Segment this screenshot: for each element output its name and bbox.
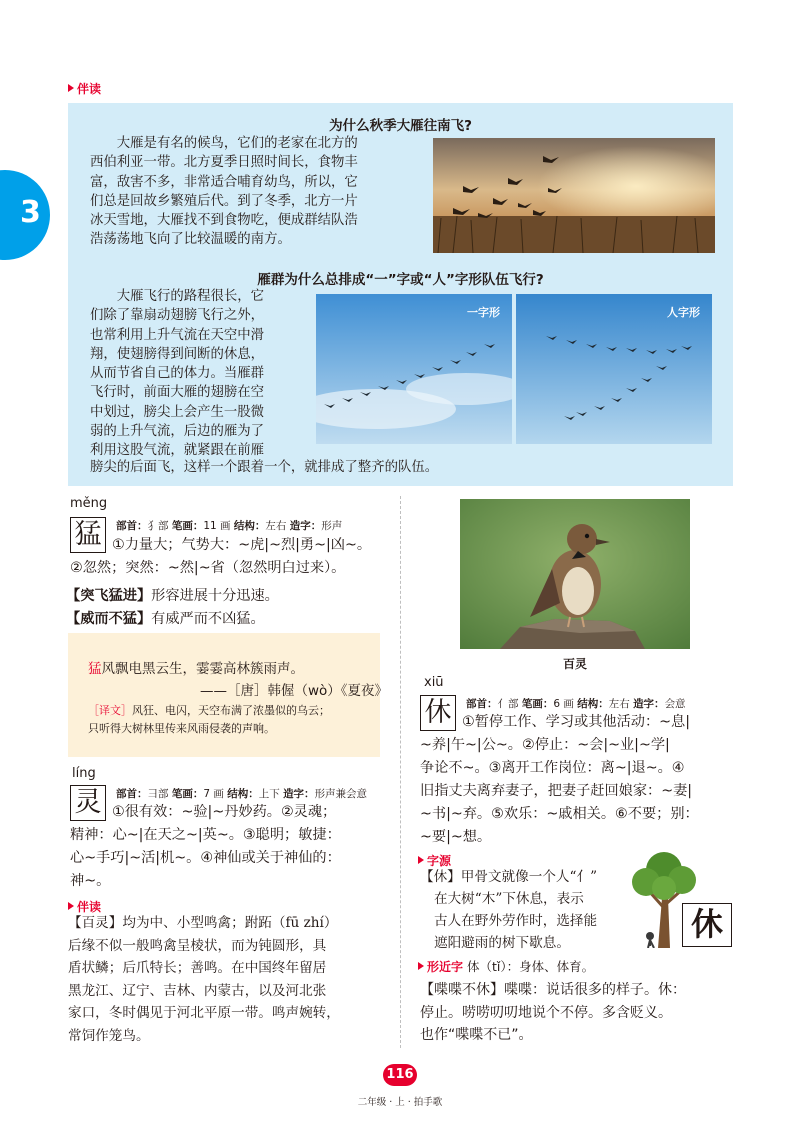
xiu-def-4: 旧指丈夫离弃妻子，把妻子赶回娘家：~妻| bbox=[420, 783, 693, 799]
page-number: 116 bbox=[383, 1064, 417, 1086]
meta-key: 部首： bbox=[116, 788, 148, 800]
chapter-number: 3 bbox=[20, 195, 41, 230]
meta-value: 形声 bbox=[321, 520, 343, 532]
para-line: 富，敌害不多，非常适合哺育幼鸟，所以，它 bbox=[90, 174, 358, 190]
char-box-xiu: 休 bbox=[420, 695, 456, 731]
triangle-icon bbox=[68, 902, 74, 910]
para-line: 中划过，膀尖上会产生一股微 bbox=[90, 404, 265, 420]
ziyuan-text bbox=[420, 866, 597, 954]
para-line: 西伯利亚一带。北方夏季日照时间长，食物丰 bbox=[90, 155, 358, 171]
meta-value: 形声兼会意 bbox=[314, 788, 368, 800]
meta-value: 11 画 bbox=[203, 520, 231, 532]
section-label-xingjin bbox=[418, 960, 463, 974]
column-divider bbox=[400, 496, 401, 1048]
triangle-icon bbox=[418, 856, 424, 864]
para-line: 飞行时，前面大雁的翅膀在空 bbox=[90, 385, 265, 401]
ziyuan-line: 在大树“木”下休息，表示 bbox=[434, 891, 584, 907]
ren-formation-label: 人字形 bbox=[667, 306, 700, 319]
dieda-line: 也作“喋喋不已”。 bbox=[420, 1027, 533, 1044]
xingjin-text: 体（tǐ）：身体、体育。 bbox=[467, 959, 595, 974]
para-line: 翔，使翅膀得到间断的休息， bbox=[90, 346, 265, 362]
xiu-def-2: ~养|午~|公~。②停止：~会|~业|~学| bbox=[420, 737, 670, 753]
poem-line-rest: 风飘电黑云生，霎霎高林簇雨声。 bbox=[101, 661, 304, 677]
meta-key: 部首： bbox=[116, 520, 148, 532]
meng-def-2: ②忽然；突然：~然|~省（忽然明白过来）。 bbox=[70, 560, 346, 576]
xiu-def-5: ~书|~弃。⑤欢乐：~戚相关。⑥不要；别： bbox=[420, 806, 699, 822]
bailing-line: 盾状鳞；后爪特长；善鸣。在中国终年留居 bbox=[68, 960, 327, 977]
meta-value: 7 画 bbox=[203, 788, 224, 800]
ling-def-1: ①很有效：~验|~丹妙药。②灵魂； bbox=[112, 804, 337, 820]
reading-title-1: 为什么秋季大雁往南飞? bbox=[329, 118, 472, 134]
meta-key: 笔画： bbox=[521, 698, 554, 710]
dieda-line: 停止。唠唠叨叨地说个不停。多含贬义。 bbox=[420, 1004, 672, 1021]
meta-value: 彐部 bbox=[147, 788, 169, 800]
ling-def-4: 神~。 bbox=[70, 873, 111, 889]
bailing-line: 【百灵】均为中、小型鸣禽；跗跖（fū zhí） bbox=[68, 915, 338, 931]
ren-formation-photo bbox=[516, 294, 712, 444]
meta-key: 笔画： bbox=[171, 788, 204, 800]
yi-formation-photo bbox=[316, 294, 512, 444]
meta-value: 犭部 bbox=[147, 520, 169, 532]
pinyin-meng: měng bbox=[70, 496, 108, 511]
meta-key: 造字： bbox=[283, 788, 315, 800]
meta-value: 上下 bbox=[258, 788, 280, 800]
triangle-icon bbox=[418, 962, 424, 970]
meta-key: 造字： bbox=[633, 698, 665, 710]
para-line: 利用这股气流，就紧跟在前雁 bbox=[90, 443, 265, 459]
poem-highlight: 猛 bbox=[88, 661, 102, 677]
section-label-text: 伴读 bbox=[77, 82, 102, 96]
dieda-idiom bbox=[420, 979, 686, 1047]
meta-value: 亻部 bbox=[497, 698, 519, 710]
reading-para-1 bbox=[90, 134, 358, 250]
bailing-line: 家口，冬时偶见于河北平原一带。鸣声婉转， bbox=[68, 1005, 340, 1022]
translation-label: ［译文］ bbox=[88, 704, 132, 717]
reading-title-2: 雁群为什么总排成“一”字或“人”字形队伍飞行? bbox=[257, 272, 544, 288]
idiom-def: 有威严而不凶猛。 bbox=[151, 611, 265, 627]
para-line: 大雁是有名的候鸟，它们的老家在北方的 bbox=[90, 136, 358, 151]
meta-ling bbox=[116, 786, 367, 801]
meta-value: 6 画 bbox=[553, 698, 574, 710]
section-label-text: 字源 bbox=[427, 854, 452, 868]
xingjin-row bbox=[418, 957, 594, 975]
para-line: 也常利用上升气流在天空中滑 bbox=[90, 327, 265, 343]
meta-meng bbox=[116, 518, 342, 533]
section-label-text: 形近字 bbox=[427, 960, 464, 974]
meng-def-1: ①力量大；气势大：~虎|~烈|勇~|凶~。 bbox=[112, 537, 372, 553]
bailing-text bbox=[68, 912, 340, 1048]
meta-key: 结构： bbox=[577, 698, 609, 710]
translation-text: 风狂、电闪，天空布满了浓墨似的乌云； bbox=[132, 704, 330, 717]
reading-para-2 bbox=[90, 287, 264, 461]
yi-formation-label: 一字形 bbox=[467, 306, 500, 319]
section-label-text: 伴读 bbox=[77, 900, 102, 914]
poem-attribution: ——［唐］韩偓（wò）《夏夜》 bbox=[200, 683, 389, 699]
idiom-term: 【突飞猛进】 bbox=[66, 588, 152, 604]
para-line: 冰天雪地，大雁找不到食物吃，便成群结队浩 bbox=[90, 213, 358, 229]
pinyin-ling: líng bbox=[72, 766, 96, 781]
meta-value: 会意 bbox=[664, 698, 686, 710]
xiu-def-1: ①暂停工作、学习或其他活动：~息| bbox=[462, 714, 691, 730]
ling-def-2: 精神：心~|在天之~|英~。③聪明；敏捷： bbox=[70, 827, 341, 843]
bailing-line: 常饲作笼鸟。 bbox=[68, 1027, 150, 1044]
xiu-def-3: 争论不~。③离开工作岗位：离~|退~。④ bbox=[420, 760, 685, 776]
ziyuan-line: 【休】甲骨文就像一个人“亻” bbox=[420, 869, 598, 885]
para-line: 弱的上升气流，后边的雁为了 bbox=[90, 424, 265, 440]
triangle-icon bbox=[68, 84, 74, 92]
meta-xiu bbox=[466, 696, 686, 711]
section-label-bandu-top bbox=[68, 80, 101, 97]
para-line: 大雁飞行的路程很长，它 bbox=[90, 289, 265, 304]
dieda-line: 【喋喋不休】喋喋：说话很多的样子。休： bbox=[420, 982, 686, 998]
poem-translation-2: 只听得大树林里传来风雨侵袭的声响。 bbox=[88, 722, 275, 735]
idiom-tufeimengjin bbox=[66, 585, 279, 605]
idiom-weierbumeng bbox=[66, 608, 265, 628]
char-box-meng: 猛 bbox=[70, 517, 106, 553]
lark-photo bbox=[460, 499, 690, 649]
char-box-ling: 灵 bbox=[70, 785, 106, 821]
bailing-line: 后缘不似一般鸣禽呈棱状，而为钝圆形，具 bbox=[68, 937, 327, 954]
meta-key: 结构： bbox=[233, 520, 266, 532]
para-line: 浩荡荡地飞向了比较温暖的南方。 bbox=[90, 232, 291, 248]
xiu-def-6: ~要|~想。 bbox=[420, 829, 492, 845]
footer-text: 二年级 · 上 · 拍手歌 bbox=[357, 1097, 443, 1108]
para-line: 从而节省自己的体力。当雁群 bbox=[90, 366, 265, 382]
bailing-line: 黑龙江、辽宁、吉林、内蒙古，以及河北张 bbox=[68, 982, 327, 999]
ling-def-3: 心~手巧|~活|机~。④神仙或关于神仙的： bbox=[70, 850, 341, 866]
para-line: 们除了靠扇动翅膀飞行之外， bbox=[90, 308, 265, 324]
idiom-term: 【威而不猛】 bbox=[66, 611, 152, 627]
reading-para-2-last: 膀尖的后面飞，这样一个跟着一个，就排成了整齐的队伍。 bbox=[90, 460, 439, 475]
meta-key: 造字： bbox=[289, 520, 322, 532]
poem-line-1 bbox=[88, 657, 304, 677]
ziyuan-line: 遮阳避雨的树下歇息。 bbox=[434, 935, 570, 951]
para-line: 们总是回故乡繁殖后代。到了冬季，北方一片 bbox=[90, 193, 358, 209]
meta-key: 笔画： bbox=[171, 520, 204, 532]
lark-caption: 百灵 bbox=[562, 657, 587, 671]
meta-key: 部首： bbox=[466, 698, 498, 710]
xiu-glyph-box: 休 bbox=[682, 903, 732, 947]
geese-sunset-photo bbox=[433, 138, 715, 253]
ziyuan-line: 古人在野外劳作时，选择能 bbox=[434, 913, 598, 929]
meta-value: 左右 bbox=[608, 698, 630, 710]
poem-translation-1 bbox=[88, 702, 330, 719]
meta-value: 左右 bbox=[265, 520, 287, 532]
idiom-def: 形容进展十分迅速。 bbox=[151, 588, 279, 604]
meta-key: 结构： bbox=[227, 788, 259, 800]
pinyin-xiu: xiū bbox=[424, 675, 444, 690]
